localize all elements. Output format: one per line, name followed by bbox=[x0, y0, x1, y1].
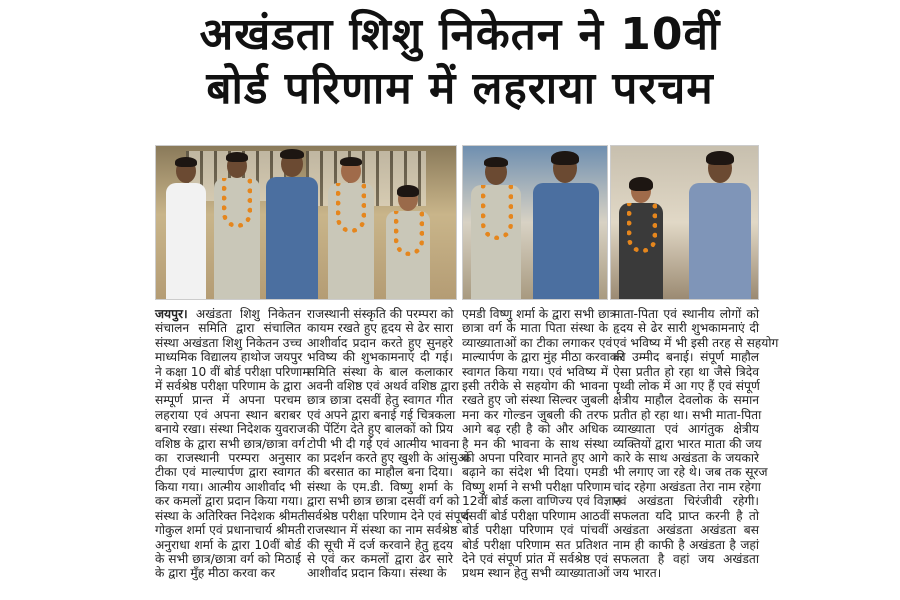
article-line: अनुराधा शर्मा के द्वारा 10वीं बोर्ड bbox=[155, 537, 301, 552]
article-line: इसी तरीके से सहयोग की भावना bbox=[462, 379, 608, 394]
article-line: अवनी वशिष्ठ एवं अथर्व वशिष्ठ द्वारा bbox=[307, 379, 459, 394]
article-line: बढ़ाने का संदेश भी दिया। एमडी bbox=[462, 465, 608, 480]
article-line: क्षेत्रीय माहौल देवलोक के समान bbox=[613, 393, 759, 408]
article-line: अखंडता अखंडता अखंडता बस bbox=[613, 523, 759, 538]
article-line: कारे के साथ अखंडता के जयकारे bbox=[613, 451, 759, 466]
article-line: पृथ्वी लोक में आ गए हैं एवं संपूर्ण bbox=[613, 379, 760, 394]
photo-sweets-offered-to-girl-student bbox=[610, 145, 759, 300]
article-column-2 bbox=[307, 307, 470, 581]
article-line: स्वागत किया गया। एवं भविष्य में bbox=[462, 364, 608, 379]
article-line: की पेंटिंग देते हुए बालकों को प्रिय bbox=[307, 422, 454, 437]
article-line: आगे बढ़ रही है को और अधिक bbox=[462, 422, 608, 437]
article-line: व्याख्याताओं का टीका लगाकर एवं bbox=[462, 335, 613, 350]
article-line: छात्र छात्रा दसवीं हेतु स्वागत गीत bbox=[307, 393, 453, 408]
article-line: व्यक्तियों द्वारा भारत माता की जय bbox=[613, 436, 762, 451]
article-line: गोकुल शर्मा एवं प्रधानाचार्य श्रीमती bbox=[155, 523, 306, 538]
article-line: के सभी छात्र/छात्रा वर्ग को मिठाई bbox=[155, 551, 301, 566]
article-line: एमडी विष्णु शर्मा के द्वारा सभी छात्र bbox=[462, 307, 617, 321]
article-line: सफलता है वहां जय अखंडता bbox=[613, 551, 759, 566]
article-line: एवं अखंडता चिरंजीवी रहेगी। bbox=[613, 494, 759, 509]
article-line: राजस्थानी संस्कृति की परम्परा को bbox=[307, 307, 454, 321]
article-line: व्याख्याता एवं आगंतुक क्षेत्रीय bbox=[613, 422, 759, 437]
article-line: ने कक्षा 10 वीं बोर्ड परीक्षा परिणाम bbox=[155, 364, 310, 379]
article-line: की सूची में दर्ज करवाने हेतु हृदय bbox=[307, 537, 453, 552]
article-line: समिति संस्था के बाल कलाकार bbox=[307, 364, 453, 379]
article-line: प्रतीत हो रहा था। सभी माता-पिता bbox=[613, 407, 762, 422]
photo-sweets-offered-to-student bbox=[462, 145, 608, 300]
article-line: सफलता यदि प्राप्त करनी है तो bbox=[613, 508, 759, 523]
article-line: एवं भविष्य में भी इसी तरह से सहयोग bbox=[613, 335, 779, 350]
article-line: संस्था के अतिरिक्त निदेशक श्रीमती bbox=[155, 508, 308, 523]
article-line: भविष्य की शुभकामनाएं दी गई। bbox=[307, 350, 453, 365]
dateline: जयपुर। bbox=[155, 307, 188, 321]
article-line: सम्पूर्ण प्रान्त में अपना परचम bbox=[155, 393, 301, 408]
article-line: चांद रहेगा अखंडता तेरा नाम रहेगा bbox=[613, 479, 761, 494]
article-line: प्रथम स्थान हेतु सभी व्याख्याताओं bbox=[462, 566, 610, 581]
article-line: रखते हुए जो संस्था सिल्वर जुबली bbox=[462, 393, 609, 408]
article-line: माल्यार्पण के द्वारा मुंह मीठा करवाकर bbox=[462, 350, 625, 365]
article-column-1 bbox=[155, 307, 310, 581]
article-line: की बरसात का माहौल बना दिया। bbox=[307, 465, 453, 480]
article-line: किया गया। आत्मीय आशीर्वाद भी bbox=[155, 479, 301, 494]
article-line: माता-पिता एवं स्थानीय लोगों को bbox=[613, 307, 759, 321]
article-line: का प्रदर्शन करते हुए खुशी के आंसुओं bbox=[307, 451, 470, 466]
article-line: राजस्थान में संस्था का नाम सर्वश्रेष्ठ bbox=[307, 523, 458, 538]
headline-line-1: अखंडता शिशु निकेतन ने 10वीं bbox=[199, 9, 721, 60]
article-line: बोर्ड परीक्षा परिणाम एवं पांचवीं bbox=[462, 523, 608, 538]
article-line: बोर्ड परीक्षा परिणाम सत प्रतिशत bbox=[462, 537, 608, 552]
article-line: एवं अपने द्वारा बनाई गई चित्रकला bbox=[307, 407, 456, 422]
article-line: हृदय से ढेर सारी शुभकामनाएं दी bbox=[613, 321, 759, 336]
article-line: की उम्मीद बनाई। संपूर्ण माहौल bbox=[613, 350, 759, 365]
article-line: वशिष्ठ के द्वारा सभी छात्र/छात्रा वर्ग bbox=[155, 436, 306, 451]
article-line: टीका एवं माल्यार्पण द्वारा स्वागत bbox=[155, 465, 301, 480]
article-line: टोपी भी दी गई एवं आत्मीय भावना bbox=[307, 436, 460, 451]
article-line: है मन की भावना के साथ संस्था bbox=[462, 436, 608, 451]
article-line: नाम ही काफी है अखंडता है जहां bbox=[613, 537, 759, 552]
article-line: को अपना परिवार मानते हुए आगे bbox=[462, 451, 608, 466]
article-line: संस्था अखंडता शिशु निकेतन उच्च bbox=[155, 335, 302, 350]
article-line: दसवीं बोर्ड परीक्षा परिणाम आठवीं bbox=[462, 508, 610, 523]
article-line: कर कमलों द्वारा प्रदान किया गया। bbox=[155, 494, 303, 509]
article-line: बनाये रखा। संस्था निदेशक युवराज bbox=[155, 422, 306, 437]
article-line: द्वारा सभी छात्र छात्रा दसवीं वर्ग को bbox=[307, 494, 460, 509]
article-line: 12वीं बोर्ड कला वाणिज्य एवं विज्ञान bbox=[462, 494, 622, 509]
article-line: संचालन समिति द्वारा संचालित bbox=[155, 321, 301, 336]
article-line: छात्रा वर्ग के माता पिता संस्था के bbox=[462, 321, 608, 336]
article-line: देने एवं संपूर्ण प्रांत में सर्वश्रेष्ठ एवं bbox=[462, 551, 608, 566]
article-line: के द्वारा मुँह मीठा करवा कर bbox=[155, 566, 276, 581]
article-line: से एवं कर कमलों द्वारा ढेर सारे bbox=[307, 551, 453, 566]
article-line: मना कर गोल्डन जुबली की तरफ bbox=[462, 407, 608, 422]
article-line: भी लगाए जा रहे थे। जब तक सूरज bbox=[613, 465, 768, 480]
article-line: में सर्वश्रेष्ठ परीक्षा परिणाम के द्वारा bbox=[155, 379, 302, 394]
article-line: आशीर्वाद प्रदान करते हुए सुनहरे bbox=[307, 335, 453, 350]
article-line: माध्यमिक विद्यालय हाथोज जयपुर bbox=[155, 350, 303, 365]
article-line: संस्था के एम.डी. विष्णु शर्मा के bbox=[307, 479, 453, 494]
article-line: विष्णु शर्मा ने सभी परीक्षा परिणाम bbox=[462, 479, 611, 494]
article-line: सर्वश्रेष्ठ परीक्षा परिणाम देने एवं संपूर्ण bbox=[307, 508, 470, 523]
article-line: कायम रखते हुए हृदय से ढेर सारा bbox=[307, 321, 453, 336]
headline-line-2: बोर्ड परिणाम में लहराया परचम bbox=[206, 63, 714, 114]
article-line-text: अखंडता शिशु निकेतन bbox=[187, 307, 301, 321]
article-line: का राजस्थानी परम्परा अनुसार bbox=[155, 451, 301, 466]
group-photo-students-garlanded bbox=[155, 145, 457, 300]
article-line: लहराया एवं अपना स्थान बराबर bbox=[155, 407, 301, 422]
article-line bbox=[155, 307, 301, 321]
article-column-4 bbox=[613, 307, 779, 581]
article-line: ऐसा प्रतीत हो रहा था जैसे त्रिदेव bbox=[613, 364, 759, 379]
article-line: आशीर्वाद प्रदान किया। संस्था के bbox=[307, 566, 447, 581]
article-column-3 bbox=[462, 307, 625, 581]
article-line: जय भारत। bbox=[613, 566, 662, 581]
